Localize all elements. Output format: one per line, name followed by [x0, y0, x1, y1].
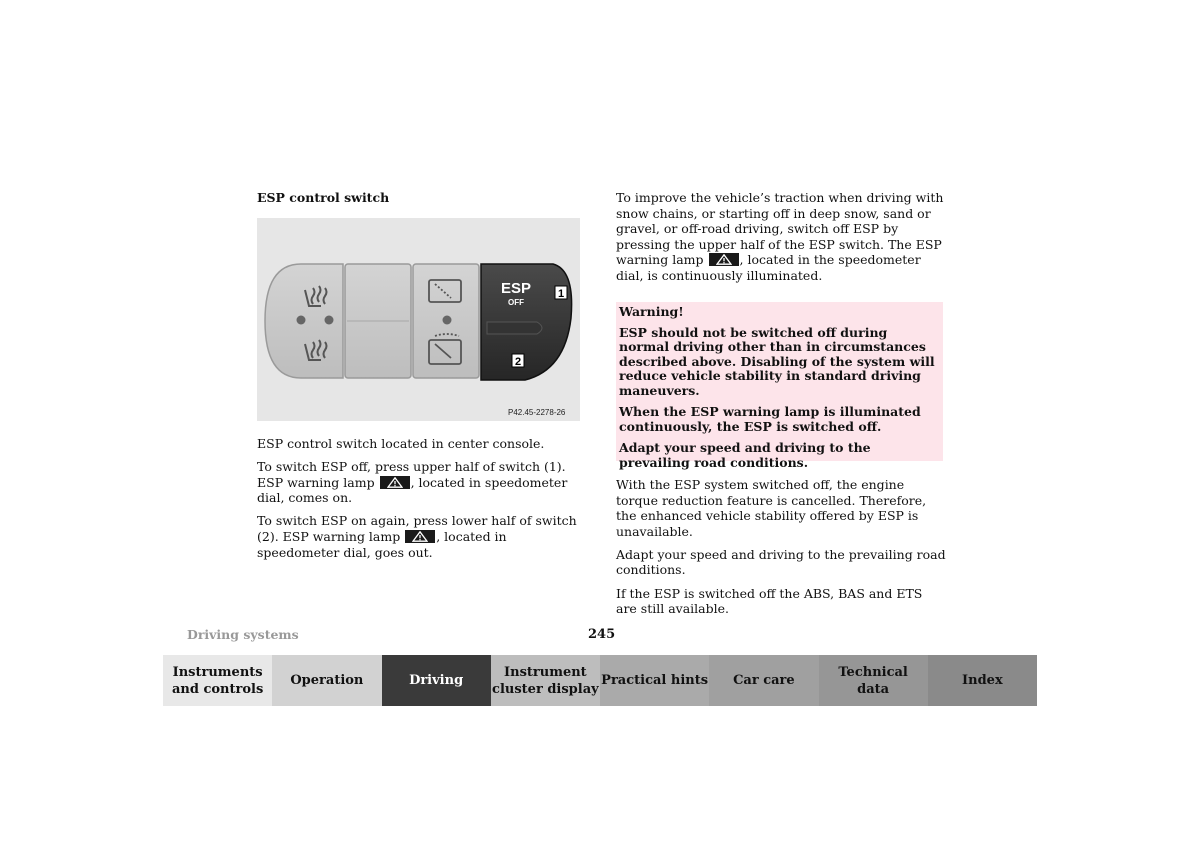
paragraph	[257, 459, 579, 506]
warning-paragraph: ESP should not be switched off during normal driving other than in circumstances described above. Disabling of the system will reduce vehicle stability in standard driving maneuvers.	[619, 324, 935, 398]
tab-car-care[interactable]: Car care	[709, 655, 818, 706]
tab-operation[interactable]: Operation	[272, 655, 381, 706]
chapter-nav-bar	[163, 655, 1037, 706]
paragraph	[616, 190, 946, 284]
callout-1: 1	[557, 288, 565, 300]
callout-2: 2	[514, 356, 522, 368]
tab-practical-hints[interactable]: Practical hints	[600, 655, 709, 706]
indicator-dot	[297, 316, 306, 325]
esp-switch-illustration	[257, 218, 580, 421]
warning-paragraph: When the ESP warning lamp is illuminated continuously, the ESP is switched off.	[619, 404, 921, 434]
paragraph	[257, 436, 579, 452]
text: , located in the speedometer dial, is continuously illuminated.	[616, 252, 921, 283]
tab-index[interactable]: Index	[928, 655, 1037, 706]
warning-paragraph: Adapt your speed and driving to the prevailing road conditions.	[619, 440, 871, 470]
text: To switch ESP off, press upper half of switch (1). ESP warning lamp	[257, 459, 566, 490]
tab-technical-data[interactable]: Technical data	[819, 655, 928, 706]
page-number: 245	[588, 627, 616, 642]
section-name: Driving systems	[187, 627, 299, 642]
text: , located in speedometer dial, comes on.	[257, 474, 568, 506]
right-column-bottom	[616, 477, 946, 624]
paragraph	[257, 513, 579, 560]
warning-triangle-icon	[405, 530, 435, 543]
warning-title: Warning!	[619, 304, 684, 319]
esp-label: ESP	[500, 280, 532, 297]
tab-instruments-and-controls[interactable]: Instruments and controls	[163, 655, 272, 706]
paragraph: Adapt your speed and driving to the prevailing road conditions.	[616, 546, 946, 578]
text: To switch ESP on again, press lower half of switch (2). ESP warning lamp	[257, 513, 577, 544]
tab-driving[interactable]: Driving	[382, 655, 491, 706]
text: , located in speedometer dial, goes out.	[257, 528, 507, 560]
tab-instrument-cluster-display[interactable]: Instrument cluster display	[491, 655, 600, 706]
section-heading: ESP control switch	[257, 190, 390, 205]
right-column-top	[616, 190, 946, 291]
paragraph: If the ESP is switched off the ABS, BAS and ETS are still available.	[616, 585, 923, 617]
paragraph: With the ESP system switched off, the engine torque reduction feature is cancelled. Therefore, the enhanced vehicle stability offered by ESP is unavailable.	[616, 477, 927, 539]
text: To improve the vehicle’s traction when driving with snow chains, or starting off in deep snow, sand or gravel, or off-road driving, switch off ESP by pressing the upper half of the ESP switch. The ESP warning lamp	[616, 190, 944, 268]
warning-triangle-icon	[380, 476, 410, 489]
console-switch-panel-image	[257, 218, 580, 421]
warning-triangle-icon	[709, 253, 739, 266]
indicator-dot	[443, 316, 452, 325]
figure-code: P42.45-2278-26	[508, 408, 566, 417]
off-label: OFF	[508, 298, 524, 307]
text: ESP control switch located in center console.	[257, 436, 545, 451]
warning-box	[616, 302, 943, 470]
left-column	[257, 436, 579, 568]
indicator-dot	[325, 316, 334, 325]
